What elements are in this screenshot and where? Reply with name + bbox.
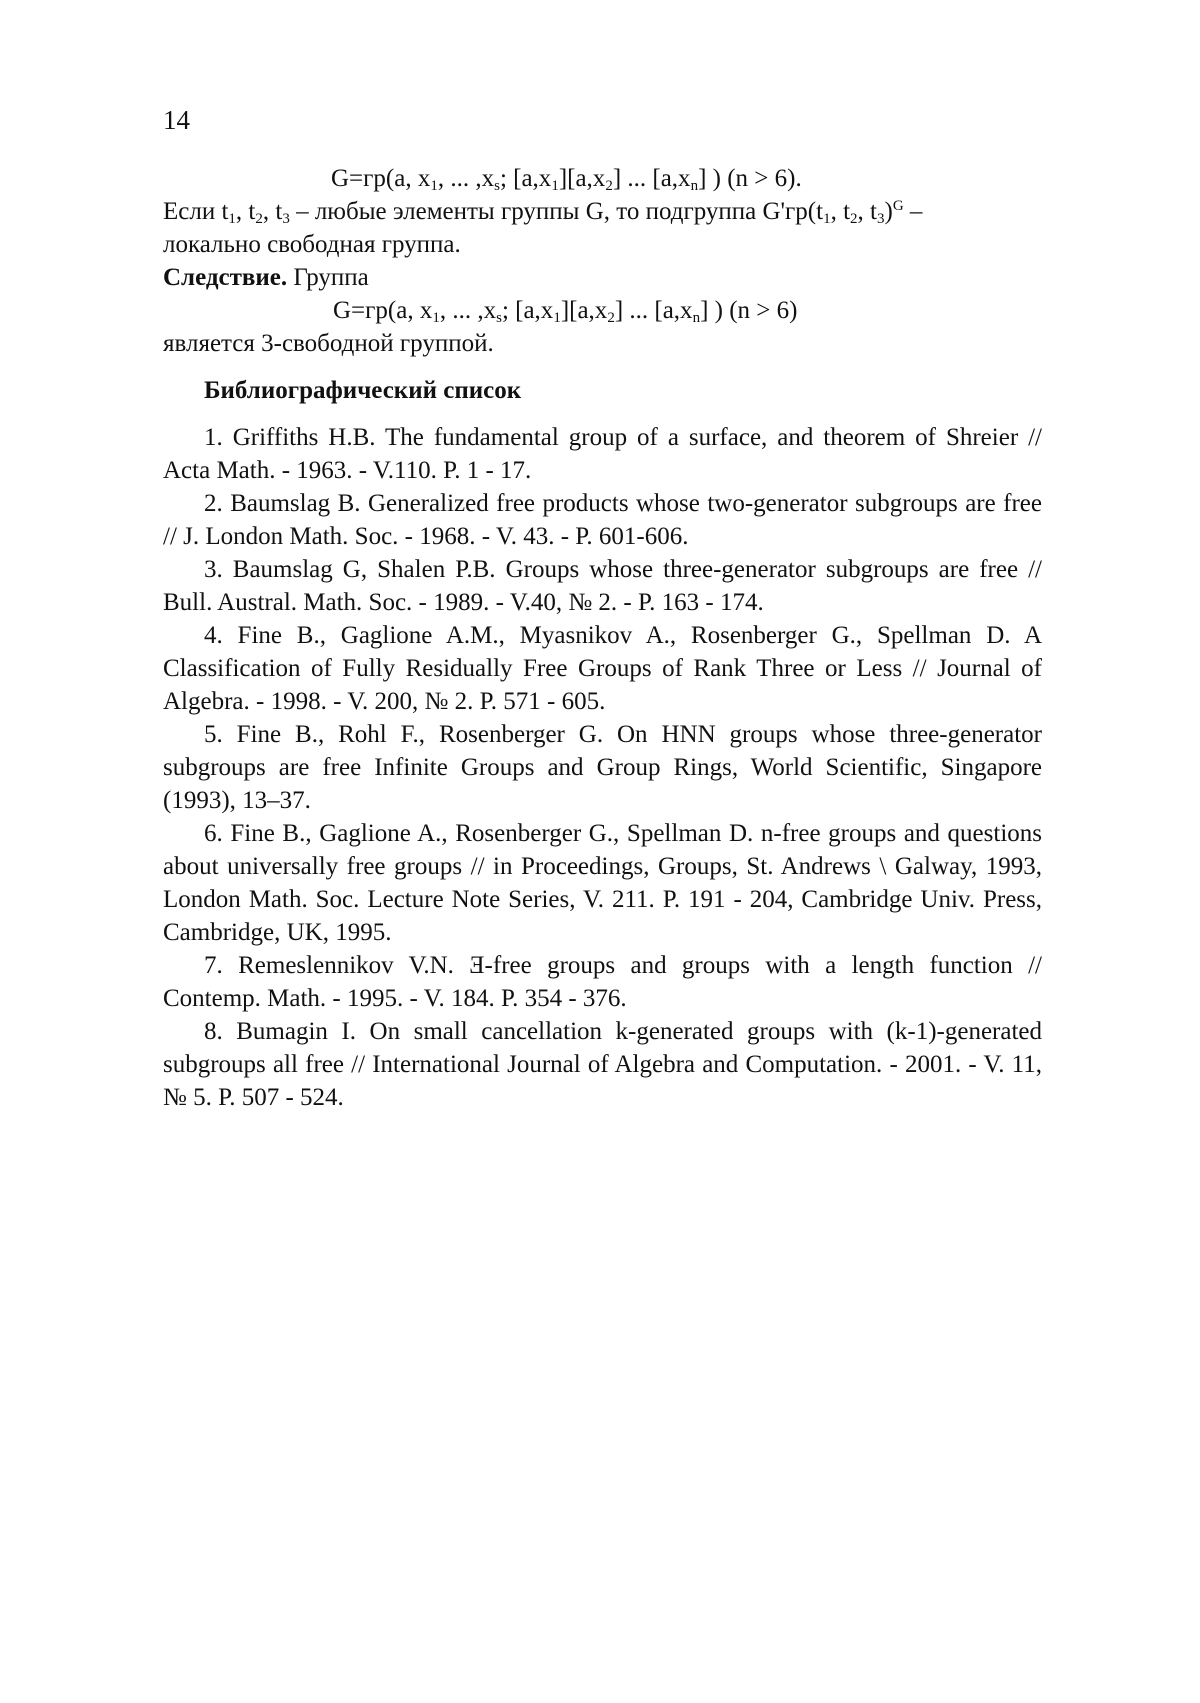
formula-text: ] ) (n > 6) [700,297,798,324]
bibliography-item: 7. Remeslennikov V.N. Ǝ-free groups and groups with a length function // Contemp. Math. - 1995. - V. 184. P. 354 - 376. [163,952,1042,1012]
bibliography-heading: Библиографический список [204,377,522,404]
bibliography-item: 6. Fine B., Gaglione A., Rosenberger G., Spellman D. n-free groups and questions about universally free groups // in Proceedings, Groups, St. Andrews \ Galway, 1993, London Math. Soc. Lecture Note Series, V. 211. P. 191 - 204, Cambridge Univ. Press, Cambridge, UK, 1995. [163,820,1042,946]
formula-text: ; [a,x [501,297,554,324]
subscript: 1 [553,310,561,326]
bibliography-list [163,421,1042,1114]
subscript: 2 [255,211,263,227]
superscript: G [892,198,904,214]
subscript: 1 [228,211,236,227]
subscript: n [692,310,701,326]
corollary-line [163,261,1042,294]
statement-text: , t [262,198,283,225]
subscript: 2 [605,178,613,194]
statement-text: ) [884,198,893,225]
formula-text: ] ) (n > 6). [698,165,802,192]
formula-text: ][a,x [558,165,606,192]
subscript: 3 [877,211,885,227]
formula-text: , ... ,x [439,297,497,324]
bibliography-item: 2. Baumslag B. Generalized free products whose two-generator subgroups are free // J. London Math. Soc. - 1968. - V. 43. - P. 601-606. [163,490,1042,550]
subscript: s [496,310,502,326]
page-number: 14 [163,105,190,135]
subscript: 1 [430,178,438,194]
subscript: 3 [282,211,290,227]
formula-line-2 [163,294,1042,327]
subscript: 2 [850,211,858,227]
corollary-label: Следствие. [163,264,288,291]
bibliography-item: 8. Bumagin I. On small cancellation k-generated groups with (k-1)-generated subgroups all free // International Journal of Algebra and Computation. - 2001. - V. 11, № 5. P. 507 - 524. [163,1018,1042,1111]
statement-text: , t [857,198,877,225]
page-body [163,162,1042,1114]
formula-text: G=гр(a, x [331,165,431,192]
bibliography-item: 5. Fine B., Rohl F., Rosenberger G. On HNN groups whose three-generator subgroups are free Infinite Groups and Group Rings, World Scientific, Singapore (1993), 13–37. [163,721,1042,814]
statement-text: – любые элементы группы G, то подгруппа G'гр(t [289,198,824,225]
subscript: 1 [551,178,559,194]
statement-line-2: локально свободная группа. [163,231,461,258]
statement-line [163,195,1042,228]
corollary-conclusion: является 3-свободной группой. [163,330,494,357]
formula-text: ][a,x [560,297,608,324]
subscript: n [690,178,699,194]
formula-text: G=гр(a, x [333,297,433,324]
statement-text: , t [235,198,256,225]
formula-line [163,162,1042,195]
formula-text: ] ... [a,x [612,165,691,192]
subscript: 2 [607,310,615,326]
statement-text: Если t [163,198,229,225]
bibliography-item: 1. Griffiths H.B. The fundamental group of a surface, and theorem of Shreier // Acta Math. - 1963. - V.110. P. 1 - 17. [163,424,1042,484]
formula-text: ; [a,x [499,165,552,192]
corollary-text: Группа [287,264,369,291]
subscript: s [494,178,500,194]
subscript: 1 [432,310,440,326]
subscript: 1 [823,211,831,227]
formula-text: ] ... [a,x [614,297,693,324]
formula-text: , ... ,x [437,165,495,192]
statement-text: – [903,198,923,225]
bibliography-item: 3. Baumslag G, Shalen P.B. Groups whose three-generator subgroups are free // Bull. Austral. Math. Soc. - 1989. - V.40, № 2. - P. 163 - 174. [163,556,1042,616]
bibliography-item: 4. Fine B., Gaglione A.M., Myasnikov A., Rosenberger G., Spellman D. A Classification of Fully Residually Free Groups of Rank Three or Less // Journal of Algebra. - 1998. - V. 200, № 2. P. 571 - 605. [163,622,1042,715]
statement-text: , t [830,198,851,225]
